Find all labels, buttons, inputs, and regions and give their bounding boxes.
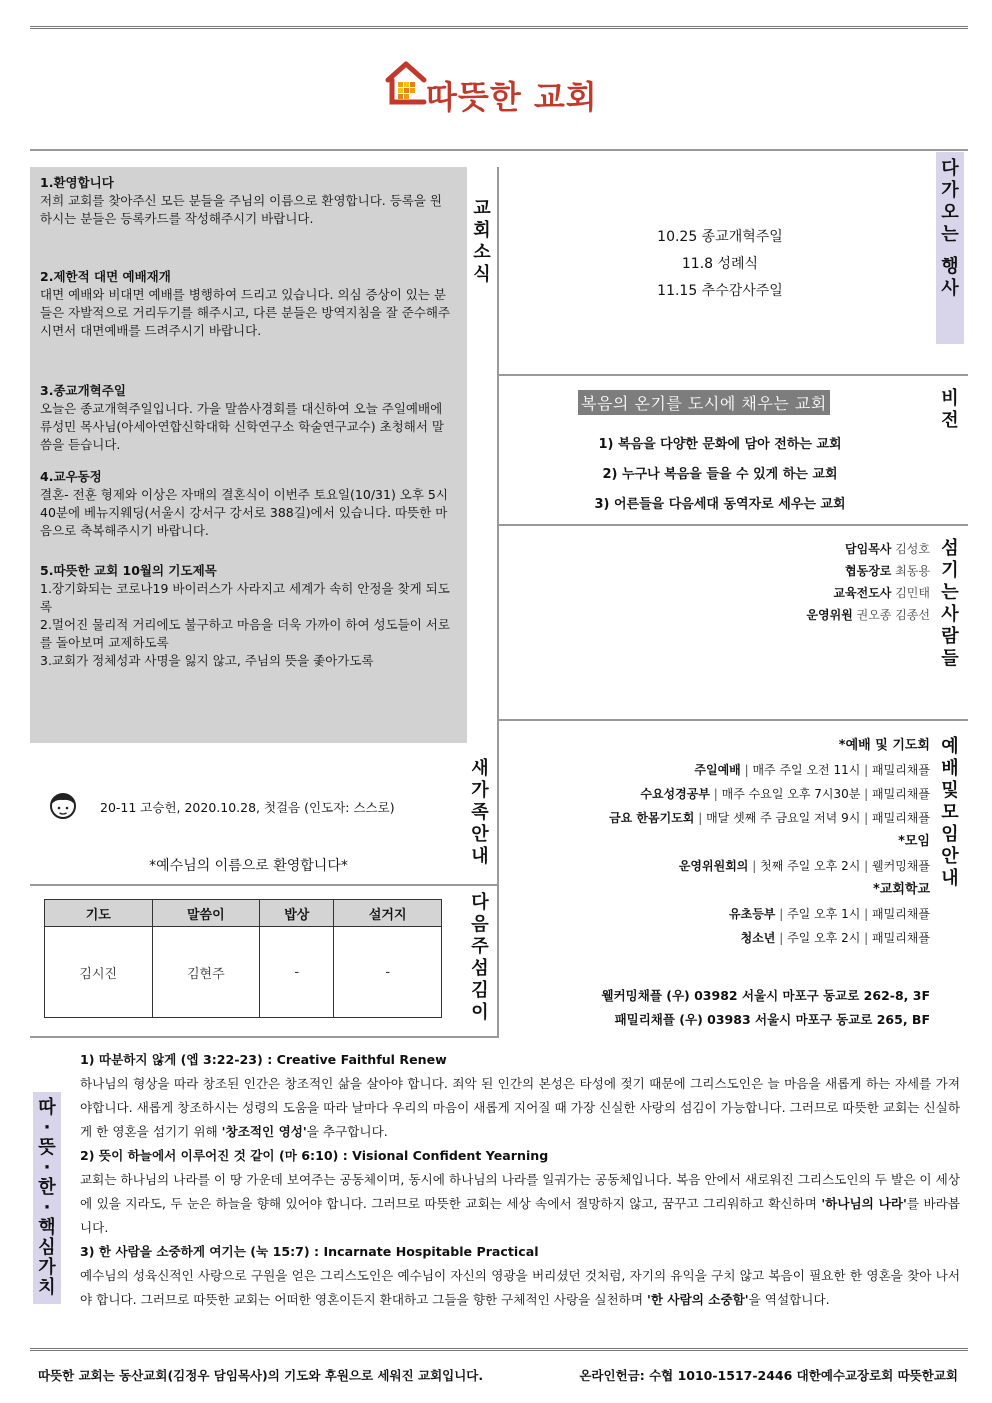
table-header: 기도 bbox=[45, 900, 153, 927]
worship-row bbox=[520, 902, 930, 926]
house-logo-icon bbox=[384, 58, 428, 108]
vision-item: 3) 어른들을 다음세대 동역자로 세우는 교회 bbox=[594, 497, 846, 512]
separator: | bbox=[864, 907, 869, 921]
core-value-text: 을 추구합니다. bbox=[306, 1124, 388, 1139]
person-name: 김성호 bbox=[895, 542, 930, 556]
worship-section-title bbox=[520, 734, 930, 758]
person-role: 교육전도사 bbox=[833, 586, 892, 600]
core-value bbox=[80, 1240, 960, 1312]
worship-divider bbox=[499, 719, 968, 721]
separator: | bbox=[752, 859, 757, 873]
news-item-title: 2.제한적 대면 예배재개 bbox=[40, 269, 171, 284]
person-role: 협동장로 bbox=[845, 564, 892, 578]
separator: | bbox=[864, 859, 869, 873]
people-list bbox=[620, 538, 930, 626]
core-value-text: 를 바라봅니다. bbox=[80, 1196, 960, 1235]
events-side-title: 다 가 오 는 행 사 bbox=[941, 158, 959, 299]
core-divider bbox=[30, 1036, 499, 1038]
center-divider bbox=[497, 167, 499, 1037]
event-item: 11.8 성례식 bbox=[681, 256, 759, 272]
separator: | bbox=[698, 811, 703, 825]
worship-side-title: 예 배 및 모 임 안 내 bbox=[941, 736, 959, 889]
footer-border bbox=[30, 1348, 968, 1351]
worship-name: 운영위원회의 bbox=[678, 859, 749, 873]
church-logo bbox=[384, 58, 614, 114]
person-name: 김민태 bbox=[895, 586, 930, 600]
family-entry: 20-11 고승헌, 2020.10.28, 첫걸음 (인도자: 스스로) bbox=[100, 800, 395, 815]
core-value-title: 3) 한 사람을 소중하게 여기는 (눅 15:7) : Incarnate Hospitable Practical bbox=[80, 1244, 539, 1259]
worship-time: 주일 오후 2시 bbox=[787, 931, 861, 945]
news-item bbox=[40, 268, 454, 382]
worship-place: 패밀리채플 bbox=[872, 763, 930, 777]
worship-place: 패밀리채플 bbox=[872, 931, 930, 945]
chapel-address: 패밀리채플 (우) 03983 서울시 마포구 동교로 265, BF bbox=[614, 1012, 930, 1027]
news-item bbox=[40, 468, 454, 562]
person-name: 최동용 bbox=[895, 564, 930, 578]
vision-slogan: 복음의 온기를 도시에 채우는 교회 bbox=[578, 390, 830, 415]
separator: | bbox=[779, 931, 784, 945]
events-list bbox=[560, 224, 880, 305]
separator: | bbox=[779, 907, 784, 921]
person-role: 담임목사 bbox=[845, 542, 892, 556]
worship-section-label: *모임 bbox=[898, 834, 930, 849]
vision-item: 1) 복음을 다양한 문화에 담아 전하는 교회 bbox=[598, 437, 842, 452]
core-value-text: 예수님의 성육신적인 사랑으로 구원을 얻은 그리스도인은 예수님이 자신의 영광을 버리셨던 것처럼, 자기의 유익을 구치 않고 복음이 필요한 한 영혼을 찾아 나서야 합니다. 그러므로 따뜻한 교회는 어떠한 영혼이든지 환대하고 그들을 향한 구체적인 사랑을 실천하며 bbox=[80, 1268, 960, 1307]
news-item-title: 4.교우동정 bbox=[40, 469, 102, 484]
separator: | bbox=[744, 763, 749, 777]
worship-row bbox=[520, 782, 930, 806]
news-item-title: 5.따뜻한 교회 10월의 기도제목 bbox=[40, 563, 217, 578]
core-value-emphasis: '창조적인 영성' bbox=[221, 1124, 307, 1139]
separator: | bbox=[864, 811, 869, 825]
top-border bbox=[30, 26, 968, 29]
core-value-emphasis: '하나님의 나라' bbox=[821, 1196, 907, 1211]
news-item-title: 3.종교개혁주일 bbox=[40, 383, 126, 398]
worship-time: 매주 수요일 오후 7시30분 bbox=[721, 787, 861, 801]
core-value bbox=[80, 1048, 960, 1144]
core-value-text: 하나님의 형상을 따라 창조된 인간은 창조적인 삶을 살아야 합니다. 죄악 된 인간의 본성은 타성에 젖기 때문에 그리스도인은 늘 마음을 새롭게 하는 자세를 가져야합니다. 새롭게 창조하시는 성령의 도움을 따라 날마다 우리의 마음이 새롭게 지어질 때 가장 신실한 사랑의 섬김이 가능합니다. 그러므로 따뜻한 교회는 신실하게 한 영혼을 섬기기 위해 bbox=[80, 1076, 960, 1139]
news-item-body: 3.교회가 정체성과 사명을 잃지 않고, 주님의 뜻을 좇아가도록 bbox=[40, 653, 374, 668]
person-row bbox=[620, 582, 930, 604]
news-item bbox=[40, 562, 454, 670]
core-value-title: 1) 따분하지 않게 (엡 3:22-23) : Creative Faithful Renew bbox=[80, 1052, 447, 1067]
table-header: 밥상 bbox=[260, 900, 334, 927]
vision-side-title: 비 전 bbox=[941, 388, 959, 431]
worship-name: 수요성경공부 bbox=[640, 787, 710, 801]
family-side-title: 새 가 족 안 내 bbox=[471, 758, 489, 867]
table-cell: 김현주 bbox=[152, 927, 260, 1018]
person-name: 권오종 김종선 bbox=[856, 608, 930, 622]
event-item: 11.15 추수감사주일 bbox=[657, 283, 783, 299]
chapel-address: 웰커밍채플 (우) 03982 서울시 마포구 동교로 262-8, 3F bbox=[601, 988, 930, 1003]
person-icon bbox=[48, 790, 78, 822]
worship-row bbox=[520, 806, 930, 830]
worship-place: 패밀리채플 bbox=[872, 787, 930, 801]
news-item bbox=[40, 382, 454, 468]
worship-name: 유초등부 bbox=[729, 907, 776, 921]
news-item bbox=[40, 174, 454, 268]
servers-table bbox=[44, 899, 442, 1018]
worship-time: 매주 주일 오전 11시 bbox=[752, 763, 861, 777]
core-side-title: 따 · 뜻 · 한 · 핵 심 가 치 bbox=[38, 1097, 56, 1298]
news-item-body: 오늘은 종교개혁주일입니다. 가을 말씀사경회를 대신하여 오늘 주일예배에 류성민 목사님(아세아연합신학대학 신학연구소 학술연구교수) 초청해서 말씀을 듣습니다. bbox=[40, 401, 444, 452]
header-divider bbox=[30, 149, 968, 151]
worship-place: 패밀리채플 bbox=[872, 811, 930, 825]
footer-right: 온라인헌금: 수협 1010-1517-2446 대한예수교장로회 따뜻한교회 bbox=[579, 1368, 958, 1383]
table-cell: 김시진 bbox=[45, 927, 153, 1018]
table-header-row bbox=[45, 900, 442, 927]
worship-list bbox=[520, 734, 930, 950]
news-item-body: 결혼- 전훈 형제와 이상은 자매의 결혼식이 이번주 토요일(10/31) 오후 5시 40분에 베뉴지웨딩(서울시 강서구 강서로 388길)에서 있습니다. 따뜻한 마음으로 축복해주시기 바랍니다. bbox=[40, 487, 448, 538]
separator: | bbox=[713, 787, 718, 801]
news-item-body: 저희 교회를 찾아주신 모든 분들을 주님의 이름으로 환영합니다. 등록을 원하시는 분들은 등록카드를 작성해주시기 바랍니다. bbox=[40, 193, 442, 226]
worship-section-label: *교회학교 bbox=[872, 882, 930, 897]
separator: | bbox=[864, 787, 869, 801]
footer-left: 따뜻한 교회는 동산교회(김정우 담임목사)의 기도와 후원으로 세워진 교회입니다. bbox=[38, 1368, 484, 1383]
table-header: 말씀이 bbox=[152, 900, 260, 927]
worship-row bbox=[520, 926, 930, 950]
core-value-title: 2) 뜻이 하늘에서 이루어진 것 같이 (마 6:10) : Visional Confident Yearning bbox=[80, 1148, 549, 1163]
person-role: 운영위원 bbox=[806, 608, 853, 622]
family-welcome: *예수님의 이름으로 환영합니다* bbox=[149, 858, 348, 874]
person-row bbox=[620, 604, 930, 626]
news-item-body: 2.멀어진 물리적 거리에도 불구하고 마음을 더욱 가까이 하여 성도들이 서로를 돌아보며 교제하도록 bbox=[40, 617, 450, 650]
separator: | bbox=[864, 763, 869, 777]
core-value-body bbox=[80, 1168, 960, 1240]
people-divider bbox=[499, 524, 968, 526]
next-side-title: 다 음 주 섬 김 이 bbox=[471, 892, 489, 1023]
worship-row bbox=[520, 854, 930, 878]
worship-section-title bbox=[520, 878, 930, 902]
worship-row bbox=[520, 758, 930, 782]
core-value-body bbox=[80, 1072, 960, 1144]
core-value-text: 을 역설합니다. bbox=[748, 1292, 830, 1307]
worship-name: 금요 한몸기도회 bbox=[609, 811, 695, 825]
news-item-body: 대면 예배와 비대면 예배를 병행하여 드리고 있습니다. 의심 증상이 있는 분들은 자발적으로 거리두기를 해주시고, 다른 분들은 방역지침을 잘 준수해주시면서 대면예배를 드려주시기 바랍니다. bbox=[40, 287, 451, 338]
worship-section-title bbox=[520, 830, 930, 854]
people-side-title: 섬 기 는 사 람 들 bbox=[941, 538, 959, 669]
core-value bbox=[80, 1144, 960, 1240]
separator: | bbox=[864, 931, 869, 945]
worship-place: 웰커밍채플 bbox=[872, 859, 930, 873]
worship-place: 패밀리채플 bbox=[872, 907, 930, 921]
news-content bbox=[40, 174, 454, 670]
worship-time: 첫째 주일 오후 2시 bbox=[760, 859, 861, 873]
person-row bbox=[620, 538, 930, 560]
worship-time: 주일 오후 1시 bbox=[787, 907, 861, 921]
table-cell: - bbox=[260, 927, 334, 1018]
core-values bbox=[80, 1048, 960, 1312]
table-header: 설거지 bbox=[334, 900, 442, 927]
news-item-body: 1.장기화되는 코로나19 바이러스가 사라지고 세계가 속히 안정을 찾게 되도록 bbox=[40, 581, 450, 614]
person-row bbox=[620, 560, 930, 582]
news-item-title: 1.환영합니다 bbox=[40, 175, 114, 190]
table-row bbox=[45, 927, 442, 1018]
table-cell: - bbox=[334, 927, 442, 1018]
worship-time: 매달 셋째 주 금요일 저녁 9시 bbox=[706, 811, 861, 825]
worship-section-label: *예배 및 기도회 bbox=[838, 738, 930, 753]
core-value-text: 교회는 하나님의 나라를 이 땅 가운데 보여주는 공동체이며, 동시에 하나님의 나라를 일궈가는 공동체입니다. 복음 안에서 새로워진 그리스도인의 두 발은 이 세상에 있을 지라도, 두 눈은 하늘을 향해 있어야 합니다. 그러므로 따뜻한 교회는 세상 속에서 절망하지 않고, 꿈꾸고 그리워하고 확신하며 bbox=[80, 1172, 960, 1211]
worship-name: 주일예배 bbox=[694, 763, 741, 777]
logo-text: 따뜻한 교회 bbox=[426, 78, 598, 116]
core-value-body bbox=[80, 1264, 960, 1312]
news-side-title: 교 회 소 식 bbox=[473, 198, 491, 285]
next-divider bbox=[30, 884, 497, 886]
event-item: 10.25 종교개혁주일 bbox=[657, 229, 783, 245]
worship-name: 청소년 bbox=[740, 931, 776, 945]
core-value-emphasis: '한 사람의 소중함' bbox=[647, 1292, 749, 1307]
vision-item: 2) 누구나 복음을 들을 수 있게 하는 교회 bbox=[602, 467, 838, 482]
vision-divider bbox=[499, 374, 968, 376]
